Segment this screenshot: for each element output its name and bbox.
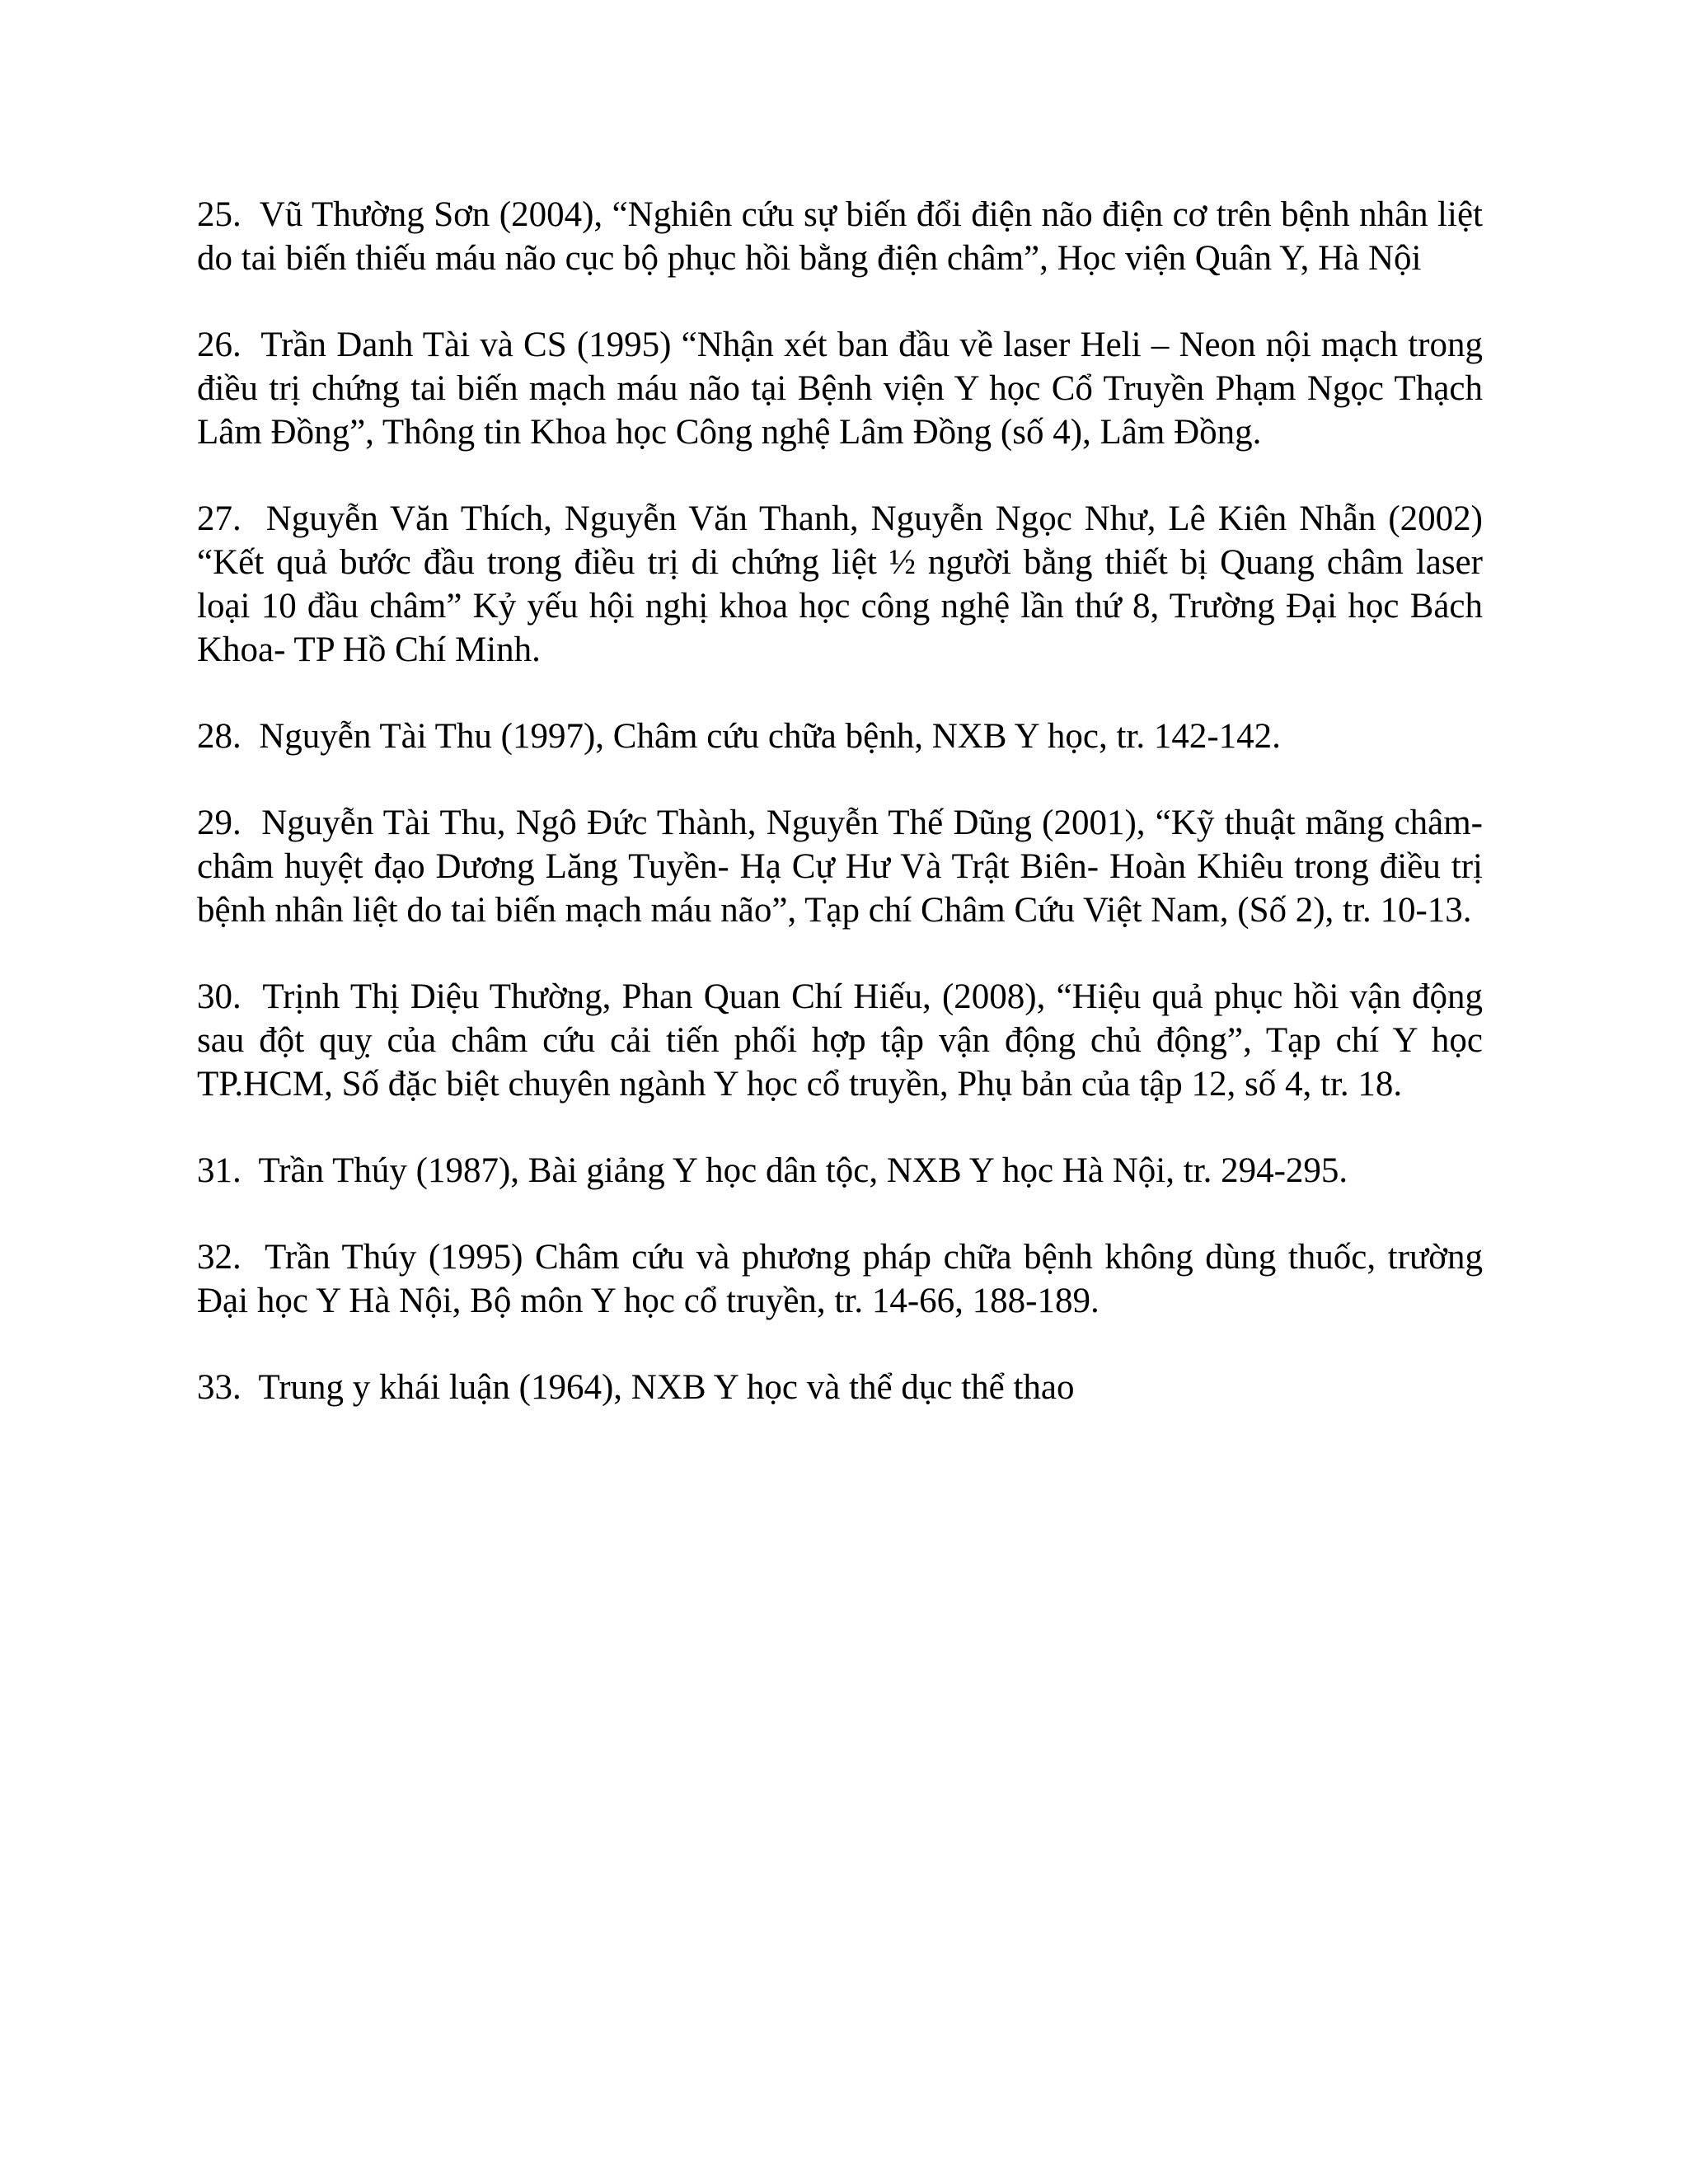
reference-list — [197, 193, 1483, 1452]
reference-item-31 — [197, 1149, 1483, 1193]
reference-number: 25. — [197, 195, 241, 234]
reference-item-29 — [197, 801, 1483, 932]
reference-text: Nguyễn Tài Thu, Ngô Đức Thành, Nguyễn Thế Dũng (2001), “Kỹ thuật mãng châm- châm huyệt đạo Dương Lăng Tuyền- Hạ Cự Hư Và Trật Biên- Hoàn Khiêu trong điều trị bệnh nhân liệt do tai biến mạch máu não”, Tạp chí Châm Cứu Việt Nam, (Số 2), tr. 10-13. — [197, 804, 1483, 930]
reference-text: Nguyễn Văn Thích, Nguyễn Văn Thanh, Nguyễn Ngọc Như, Lê Kiên Nhẫn (2002) “Kết quả bước đầu trong điều trị di chứng liệt ½ người bằng thiết bị Quang châm laser loại 10 đầu châm” Kỷ yếu hội nghị khoa học công nghệ lần thứ 8, Trường Đại học Bách Khoa- TP Hồ Chí Minh. — [197, 499, 1483, 669]
reference-number: 28. — [197, 717, 241, 756]
reference-text: Trịnh Thị Diệu Thường, Phan Quan Chí Hiếu, (2008), “Hiệu quả phục hồi vận động sau đột quỵ của châm cứu cải tiến phối hợp tập vận động chủ động”, Tạp chí Y học TP.HCM, Số đặc biệt chuyên ngành Y học cổ truyền, Phụ bản của tập 12, số 4, tr. 18. — [197, 977, 1483, 1104]
reference-text: Trần Thúy (1987), Bài giảng Y học dân tộc, NXB Y học Hà Nội, tr. 294-295. — [258, 1151, 1348, 1190]
reference-number: 33. — [197, 1368, 241, 1407]
reference-number: 31. — [197, 1151, 241, 1190]
reference-number: 26. — [197, 326, 241, 364]
reference-item-27 — [197, 497, 1483, 672]
reference-number: 30. — [197, 977, 241, 1016]
reference-text: Trần Thúy (1995) Châm cứu và phương pháp chữa bệnh không dùng thuốc, trường Đại học Y Hà Nội, Bộ môn Y học cổ truyền, tr. 14-66, 188-189. — [197, 1238, 1483, 1320]
reference-item-25 — [197, 193, 1483, 280]
reference-text: Nguyễn Tài Thu (1997), Châm cứu chữa bệnh, NXB Y học, tr. 142-142. — [259, 717, 1281, 756]
reference-item-26 — [197, 323, 1483, 454]
reference-number: 32. — [197, 1238, 241, 1277]
reference-item-32 — [197, 1235, 1483, 1323]
reference-text: Vũ Thường Sơn (2004), “Nghiên cứu sự biến đổi điện não điện cơ trên bệnh nhân liệt do tai biến thiếu máu não cục bộ phục hồi bằng điện châm”, Học viện Quân Y, Hà Nội — [197, 195, 1483, 278]
reference-text: Trung y khái luận (1964), NXB Y học và thể dục thể thao — [258, 1368, 1075, 1407]
reference-text: Trần Danh Tài và CS (1995) “Nhận xét ban đầu về laser Heli – Neon nội mạch trong điều trị chứng tai biến mạch máu não tại Bệnh viện Y học Cổ Truyền Phạm Ngọc Thạch Lâm Đồng”, Thông tin Khoa học Công nghệ Lâm Đồng (số 4), Lâm Đồng. — [197, 326, 1483, 452]
reference-number: 29. — [197, 804, 241, 842]
reference-item-33 — [197, 1366, 1483, 1409]
reference-item-30 — [197, 975, 1483, 1106]
reference-item-28 — [197, 715, 1483, 758]
reference-number: 27. — [197, 499, 241, 538]
